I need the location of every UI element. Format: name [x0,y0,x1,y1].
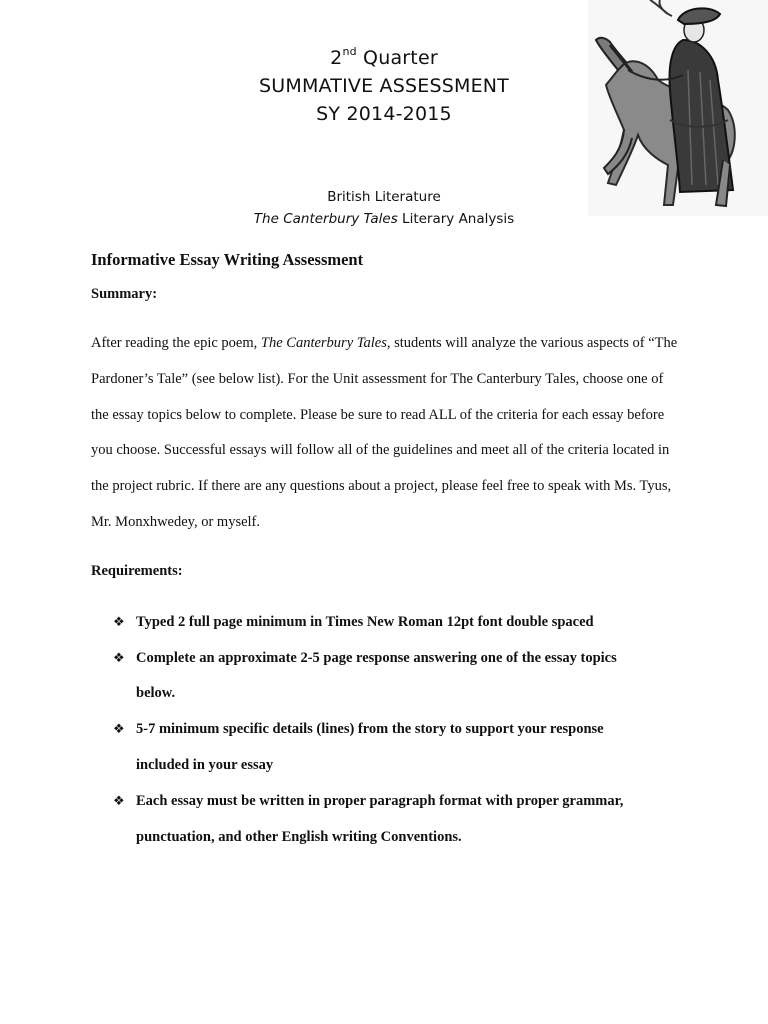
requirements-label: Requirements: [91,562,183,579]
document-header [0,44,768,128]
school-year: SY 2014-2015 [316,103,452,125]
summary-italic-title: The Canterbury Tales [260,335,387,351]
quarter-line [0,44,768,72]
summary-label: Summary: [91,286,158,302]
work-suffix: Literary Analysis [402,211,515,227]
bullet-diamond-icon: ❖ [113,650,125,666]
assessment-title: SUMMATIVE ASSESSMENT [259,75,509,97]
summary-text-end: , students will analyze the various aspects of “The Pardoner’s Tale” (see below list). For the Unit assessment for The Canterbury Tales, choose one of the essay topics below to complete. Please be sure to read ALL of the criteria for each essay before you choose. Successful essays will follow all of the guidelines and meet all of the criteria located in the project rubric. If there are any questions about a project, please feel free to speak with Ms. Tyus, Mr. Monxhwedey, or myself. [91,335,678,530]
quarter-number: 2 [330,47,343,69]
quarter-ordinal: nd [342,44,357,58]
work-line [0,208,768,230]
list-item [91,605,656,641]
course-name: British Literature [327,189,441,205]
requirements-list [91,605,691,856]
document-body [91,246,691,855]
list-item [91,641,656,713]
requirement-text: Complete an approximate 2-5 page response answering one of the essay topics below. [136,649,617,702]
requirement-text: 5-7 minimum specific details (lines) from the story to support your response included in your essay [136,721,604,773]
bullet-diamond-icon: ❖ [113,722,125,738]
list-item [91,712,656,784]
course-subheader [0,186,768,230]
summary-text-start: After reading the epic poem, [91,335,261,351]
bullet-diamond-icon: ❖ [113,793,125,809]
bullet-diamond-icon: ❖ [113,614,125,630]
requirement-text: Each essay must be written in proper paragraph format with proper grammar, punctuation, and other English writing Conventions. [136,792,624,845]
quarter-word: Quarter [363,47,438,69]
summary-paragraph [91,326,683,541]
list-item [91,784,656,856]
requirement-text: Typed 2 full page minimum in Times New Roman 12pt font double spaced [136,613,594,630]
section-title: Informative Essay Writing Assessment [91,250,364,269]
work-title: The Canterbury Tales [253,211,398,227]
